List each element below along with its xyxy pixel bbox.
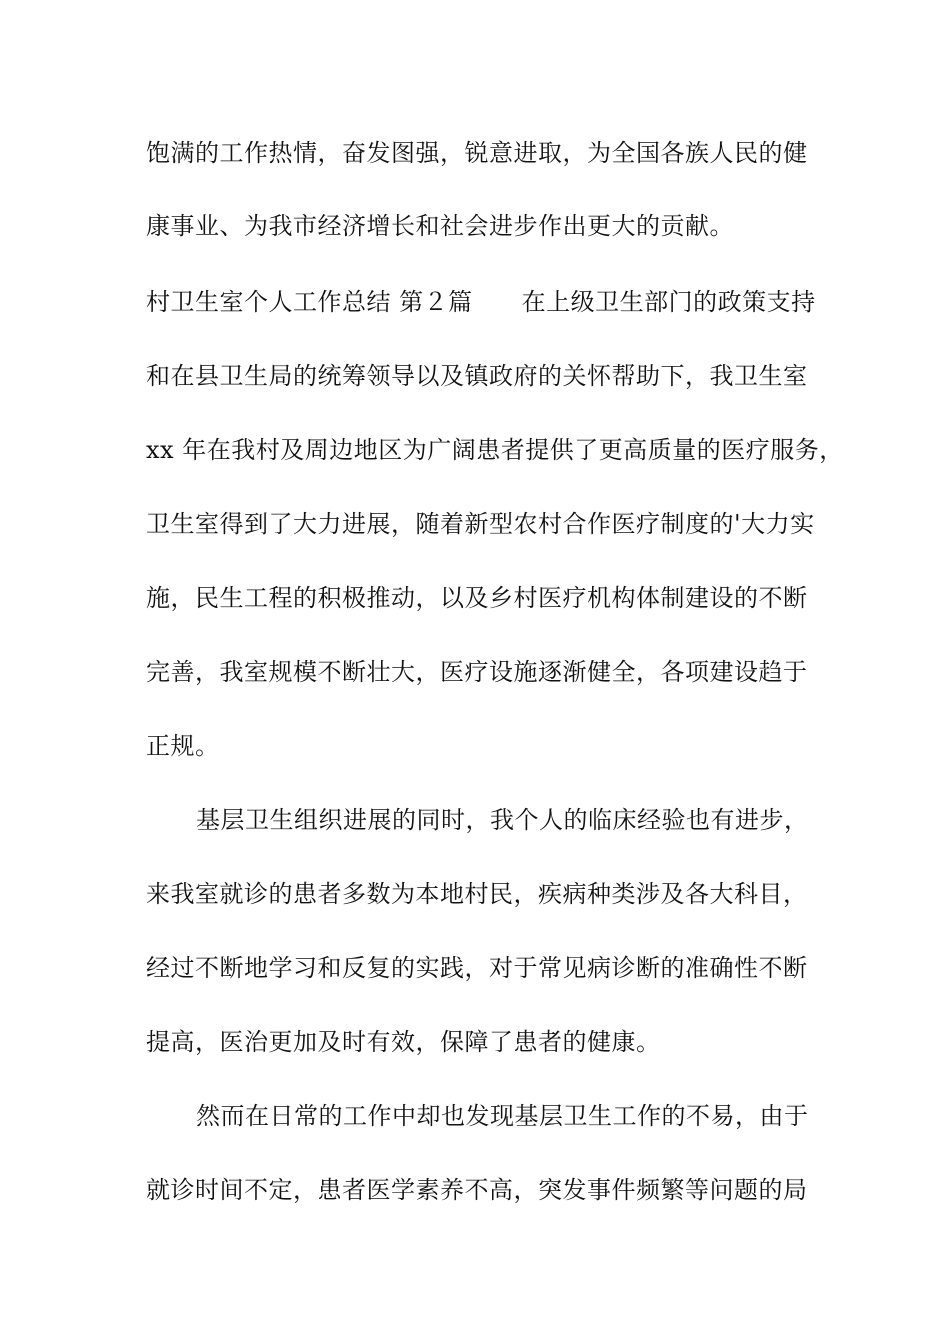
text-line: 就诊时间不定，患者医学素养不高，突发事件频繁等问题的局 [146, 1176, 808, 1204]
text-line: 提高，医治更加及时有效，保障了患者的健康。 [146, 1028, 661, 1056]
text-line: 经过不断地学习和反复的实践，对于常见病诊断的准确性不断 [146, 954, 808, 982]
paragraph-first-line: 基层卫生组织进展的同时，我个人的临床经验也有进步， [196, 806, 809, 834]
text-line: 施，民生工程的积极推动，以及乡村医疗机构体制建设的不断 [146, 584, 808, 612]
section-heading-line: 村卫生室个人工作总结 第２篇 在上级卫生部门的政策支持 [146, 288, 816, 316]
text-line: xx 年在我村及周边地区为广阔患者提供了更高质量的医疗服务， [146, 436, 844, 464]
text-line: 和在县卫生局的统筹领导以及镇政府的关怀帮助下，我卫生室 [146, 362, 808, 390]
text-line: 来我室就诊的患者多数为本地村民，疾病种类涉及各大科目， [146, 880, 808, 908]
text-line: 完善，我室规模不断壮大，医疗设施逐渐健全，各项建设趋于 [146, 658, 808, 686]
text-line: 饱满的工作热情，奋发图强，锐意进取，为全国各族人民的健 [146, 139, 808, 167]
text-line: 卫生室得到了大力进展，随着新型农村合作医疗制度的'大力实 [146, 510, 815, 538]
text-line: 正规。 [146, 732, 220, 760]
paragraph-first-line: 然而在日常的工作中却也发现基层卫生工作的不易，由于 [196, 1102, 809, 1130]
text-line: 康事业、为我市经济增长和社会进步作出更大的贡献。 [146, 212, 734, 240]
